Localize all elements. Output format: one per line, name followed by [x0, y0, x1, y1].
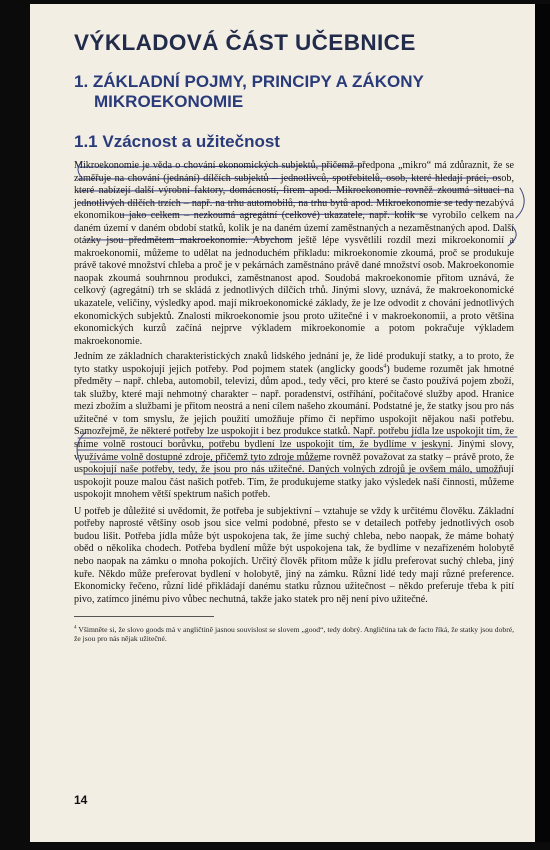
paragraph-goods-end: ) budeme rozumět jak hmotné předměty – např. chleba, automobil, televizi, dům apod., tedy věci, pro které se často používá pojem zboží, tak služby, které mají nehmotný charakter – např. poradenství, ostříhání, počítačové služby apod. Hranice mezi zbožím a službami je přitom neostrá a není cílem našeho zkoumání. Podstatné je, že statky jsou pro nás užitečné v tom smyslu, že jejich použití umožňuje přímo či nepřímo uspokojit nějakou naši potřebu. Samozřejmě, že některé potřeby lze uspokojit i bez produkce statků. Např. potřebu jídla lze uspokojit tím, že sníme volně rostoucí borůvku, potřebu bydlení lze uspokojit tím, že bydlíme v jeskyni. Jinými slovy, využíváme volně dostupné zdroje, přičemž tyto zdroje můžeme rovněž považovat za statky – právě proto, že uspokojují naše potřeby, tedy, že jsou pro nás užitečné. Daných volných zdrojů je ovšem málo, umožňují uspokojit pouze malou část našich potřeb. Tím, že produkujeme statky jako výsledek naší činnosti, můžeme uspokojit mnohem větší spektrum našich potřeb.: [74, 363, 514, 501]
pen-bracket: [516, 188, 524, 218]
section-title: [74, 72, 514, 112]
section-title-line1: 1. ZÁKLADNÍ POJMY, PRINCIPY A ZÁKONY: [74, 72, 424, 91]
chapter-title: VÝKLADOVÁ ČÁST UČEBNICE: [74, 30, 416, 55]
footnote-ref: 4: [383, 363, 387, 370]
paragraph-microeconomics: Mikroekonomie je věda o chování ekonomických subjektů, přičemž předpona „mikro“ má zdůraznit, že se zaměřuje na chování (jednání) dílčích subjektů – jednotlivců, spotřebitelů, osob, které hledají práci, osob, které nabízejí další výrobní faktory, domácností, firem apod. Mikroekonomie rovněž zkoumá situaci na jednotlivých dílčích trzích – např. na trhu automobilů, na trhu bytů apod. Mikroekonomie se tedy nezabývá ekonomikou jako celkem – nezkoumá agregátní (celkové) ukazatele, např. kolik se vyrobilo celkem na daném území v daném období statků, kolik je na daném území zaměstnaných a nezaměstnaných apod. Další otázky jsou předmětem makroekonomie. Abychom ještě lépe vysvětlili rozdíl mezi mikroekonomií a makroekonomií, můžeme to udělat na jednoduchém příkladu: mikroekonomie zkoumá, proč se produkuje právě takové množství chleba a proč je v pekárnách zaměstnáno právě dané množství osob. Makroekonomie naopak zkoumá souhrnnou produkci, zaměstnanost apod. Soudobá makroekonomie přitom uznává, že celkový (agregátní) trh se skládá z jednotlivých dílčích trhů. Jinými slovy, uznává, že makroekonomické ukazatele, veličiny, výsledky apod. mají mikroekonomické základy, že je lze odvodit z chování jednotlivých ekonomických subjektů. Znalosti mikroekonomie jsou proto užitečné i v makroekonomii, a proto většina ekonomických kurzů začíná nejprve výkladem mikroekonomie a potom pokračuje výkladem makroekonomie.: [74, 160, 514, 347]
scan-shadow: [535, 4, 550, 842]
paragraph-needs: U potřeb je důležité si uvědomit, že potřeba je subjektivní – vztahuje se vždy k určitému člověku. Základní potřeby naprosté většiny osob jsou sice velmi podobné, přesto se v detailech potřeby jednotlivých osob budou lišit. Potřeba jídla může být uspokojena tak, že jíme suchý chleba, nebo naopak, že máme bohatý oběd o několika chodech. Potřeba bydlení může být uspokojena tak, že bydlíme v nezařízeném holobytě nebo naopak na zámku o mnoha pokojích. Určitý člověk přitom může k jídlu preferovat suchý chleba, jiný kuře. Někdo může preferovat bydlení v holobytě, jiný na zámku. Různí lidé tedy mají různé preference. Ekonomicky řečeno, různí lidé přikládají danému statku různou užitečnost – někdo preferuje třeba k pití pivo, zatímco jinému pivo vůbec nechutná, takže jako statek pro něj není pivo užitečné.: [74, 505, 514, 605]
paragraph-goods-start: Jedním ze základních charakteristických znaků lidského jednání je, že lidé produkují statky, a to proto, že tyto statky uspokojují jejich potřeby. Pod pojmem statek (anglicky goods: [74, 351, 514, 375]
footnote-text: Všimněte si, že slovo goods má v angličtině jasnou souvislost se slovem „good“, tedy dobrý. Angličtina tak de facto říká, že statky jsou dobré, že jsou pro nás nějak užitečné.: [74, 624, 514, 644]
book-page: [30, 4, 535, 842]
page-content: [74, 30, 514, 651]
subsection-title: 1.1 Vzácnost a užitečnost: [74, 132, 280, 151]
footnote-number: 4: [74, 625, 77, 631]
footnote-divider: [74, 616, 214, 617]
footnote: [74, 625, 514, 644]
page-number: 14: [74, 793, 88, 807]
section-title-line2: MIKROEKONOMIE: [94, 92, 244, 111]
paragraph-goods: [74, 351, 514, 502]
